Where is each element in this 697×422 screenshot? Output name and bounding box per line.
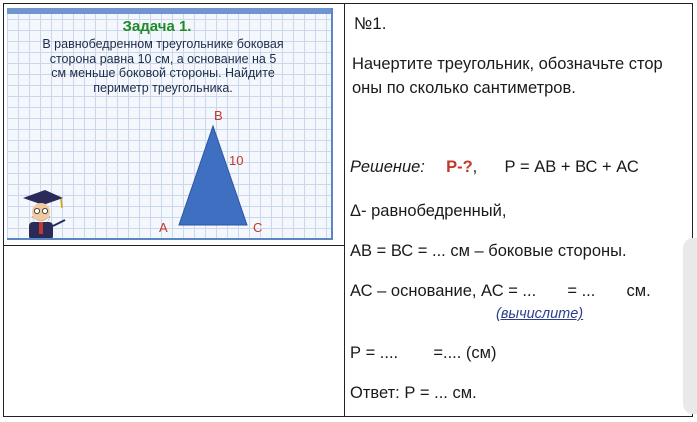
perimeter-formula: Р = АВ + ВС + АС xyxy=(504,158,639,176)
vertex-a-label: A xyxy=(159,220,168,235)
perimeter-part: Р = .... xyxy=(350,344,399,362)
perimeter-part: =.... (см) xyxy=(433,344,497,362)
side-length-label: 10 xyxy=(229,153,244,168)
scroll-edge-handle[interactable] xyxy=(683,238,697,414)
table-column-divider xyxy=(344,3,345,417)
base-line-part: АС – основание, АС = ... xyxy=(350,282,537,300)
solution-line xyxy=(350,158,639,177)
table-top-border xyxy=(3,3,693,4)
task-number: №1. xyxy=(354,14,387,33)
task-line: сторона равна 10 см, а основание на 5 xyxy=(49,51,277,66)
instruction xyxy=(352,52,690,100)
triangle-shape xyxy=(179,126,247,225)
task-line: В равнобедренном треугольнике боковая xyxy=(42,37,284,51)
solution-comma: , xyxy=(472,158,478,176)
task-title: Задача 1. xyxy=(122,18,192,35)
instruction-line: оны по сколько сантиметров. xyxy=(352,79,576,97)
task-card xyxy=(7,8,333,240)
base-line-part: см. xyxy=(626,282,651,300)
solution-find: Р-? xyxy=(446,158,473,176)
vertex-c-label: C xyxy=(253,220,263,235)
table-row-divider xyxy=(3,245,345,246)
task-line: см меньше боковой стороны. Найдите xyxy=(51,66,275,80)
base-line-part: = ... xyxy=(567,282,596,300)
instruction-line: Начертите треугольник, обозначьте стор xyxy=(352,55,663,73)
vertex-b-label: B xyxy=(214,108,223,123)
calculate-hint: (вычислите) xyxy=(496,306,584,322)
solution-label: Решение: xyxy=(350,158,425,176)
sides-line: АВ = ВС = ... см – боковые стороны. xyxy=(350,242,627,260)
perimeter-line xyxy=(350,344,496,363)
table-bottom-border xyxy=(3,416,693,417)
base-line xyxy=(350,282,651,301)
task-line: периметр треугольника. xyxy=(93,80,233,95)
isosceles-line: Δ- равнобедренный, xyxy=(350,202,507,220)
professor-mascot-icon xyxy=(15,188,67,240)
table-left-border xyxy=(3,3,4,417)
answer-line: Ответ: Р = ... см. xyxy=(350,384,477,402)
